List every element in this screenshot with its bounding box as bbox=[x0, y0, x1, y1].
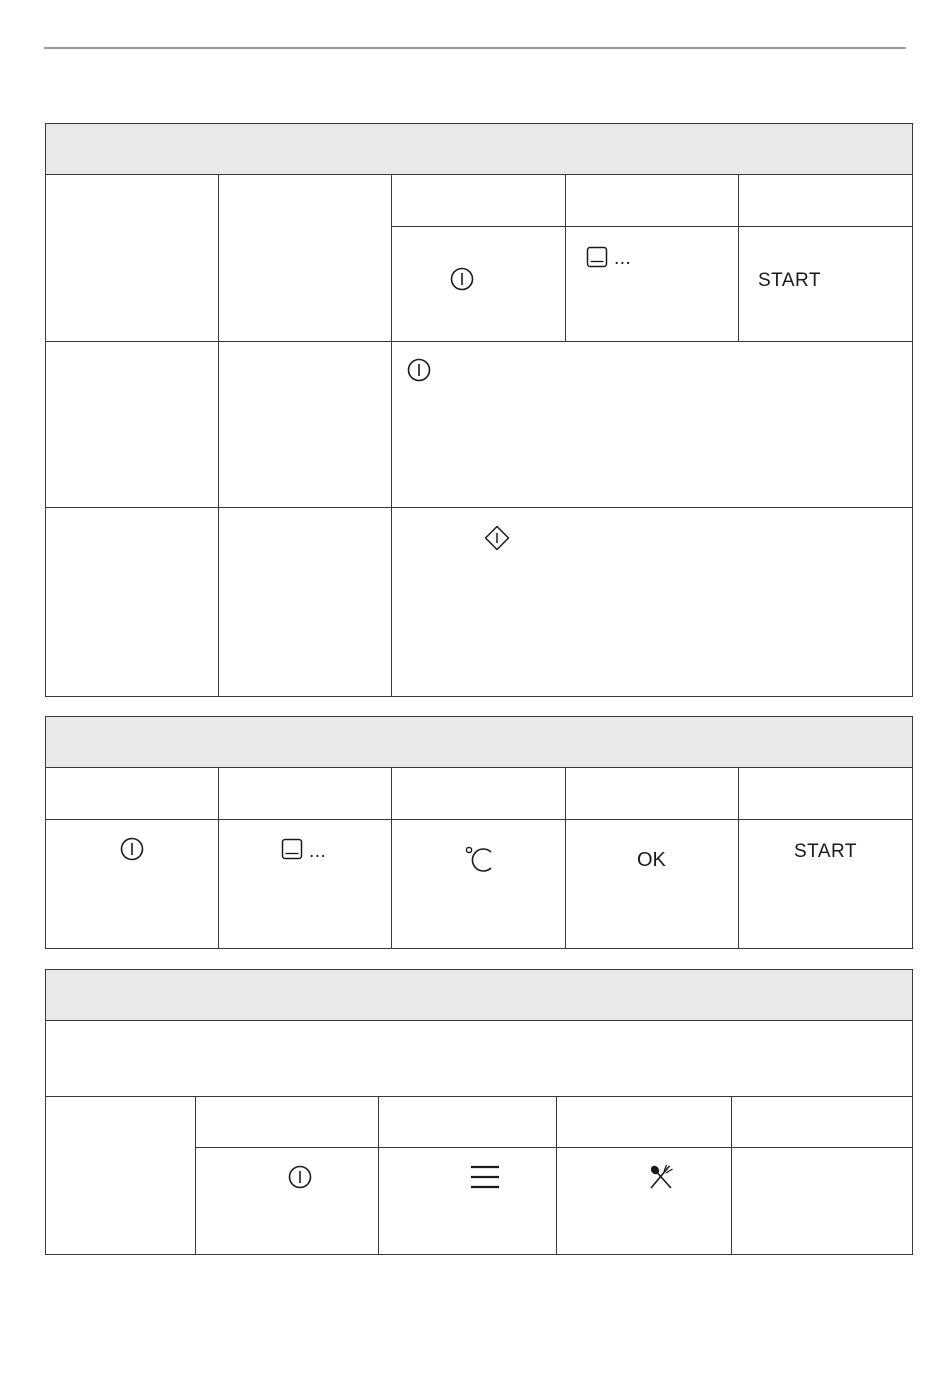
menu-icon bbox=[470, 1165, 500, 1189]
divider bbox=[556, 1096, 557, 1255]
table-1-header bbox=[46, 124, 912, 175]
start-label: START bbox=[794, 841, 858, 862]
divider bbox=[46, 507, 913, 508]
divider bbox=[392, 226, 913, 227]
divider bbox=[218, 768, 219, 949]
divider bbox=[738, 768, 739, 949]
table-2 bbox=[45, 716, 913, 949]
table-3 bbox=[45, 969, 913, 1255]
power-icon bbox=[407, 358, 431, 382]
oven-function-icon bbox=[586, 246, 608, 268]
temperature-celsius-icon bbox=[464, 845, 496, 875]
divider bbox=[46, 1096, 913, 1097]
divider bbox=[391, 768, 392, 949]
power-icon bbox=[450, 267, 474, 291]
table-2-header bbox=[46, 717, 912, 768]
ellipsis-label: ... bbox=[309, 841, 327, 862]
start-diamond-icon bbox=[484, 525, 510, 551]
oven-function-icon bbox=[281, 838, 303, 860]
divider bbox=[46, 819, 913, 820]
divider bbox=[565, 175, 566, 341]
divider bbox=[196, 1147, 913, 1148]
start-label: START bbox=[758, 270, 822, 291]
cutlery-icon bbox=[648, 1164, 674, 1190]
table-3-header bbox=[46, 970, 912, 1021]
table-1 bbox=[45, 123, 913, 697]
divider bbox=[565, 768, 566, 949]
ok-label: OK bbox=[637, 849, 666, 871]
divider bbox=[195, 1096, 196, 1255]
divider bbox=[378, 1096, 379, 1255]
ellipsis-label: ... bbox=[614, 248, 632, 269]
divider bbox=[391, 175, 392, 697]
power-icon bbox=[120, 837, 144, 861]
power-icon bbox=[288, 1165, 312, 1189]
divider bbox=[738, 175, 739, 341]
divider bbox=[731, 1096, 732, 1255]
divider bbox=[46, 341, 913, 342]
divider bbox=[218, 175, 219, 697]
top-rule bbox=[44, 47, 906, 49]
